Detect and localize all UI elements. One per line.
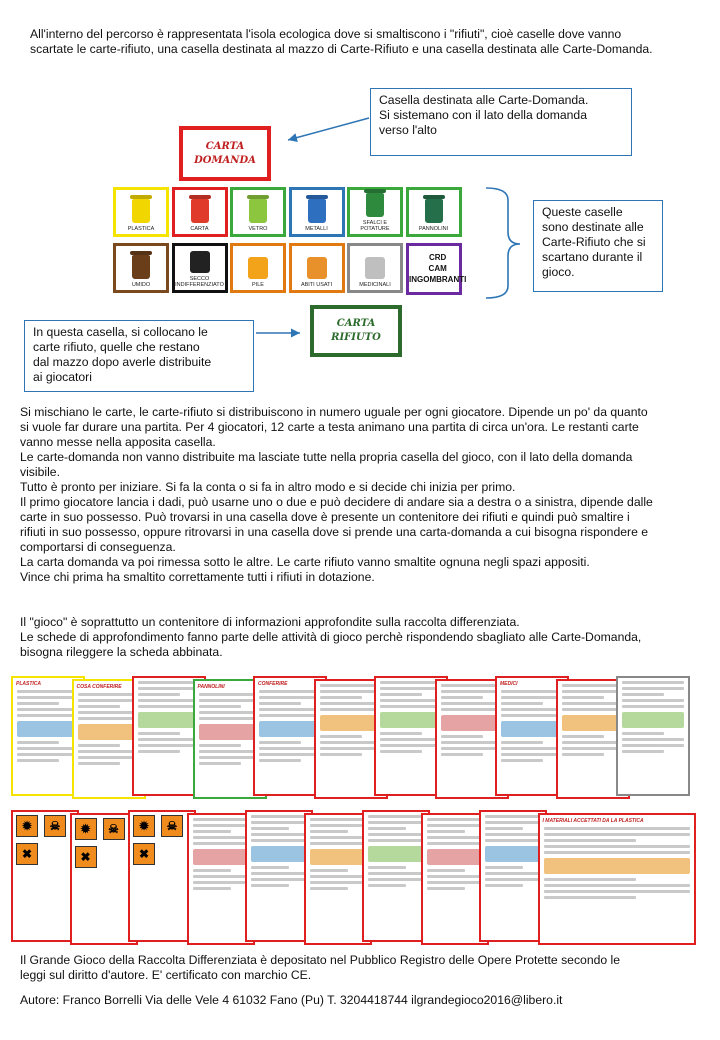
sheet-text-placeholder bbox=[368, 884, 406, 887]
sheet-text-placeholder bbox=[368, 866, 406, 869]
black-bag-icon bbox=[190, 251, 210, 273]
sheet-text-placeholder bbox=[320, 741, 382, 744]
sheet-text-placeholder bbox=[562, 696, 604, 699]
sheet-text-placeholder bbox=[259, 690, 321, 693]
sheet-picture-icon bbox=[427, 849, 483, 865]
sheet-text-placeholder bbox=[427, 887, 465, 890]
sheet-text-placeholder bbox=[368, 878, 424, 881]
sheet-text-placeholder bbox=[78, 711, 140, 714]
sheet-text-placeholder bbox=[485, 866, 523, 869]
sheet-text-placeholder bbox=[251, 833, 307, 836]
sheet-text-placeholder bbox=[193, 818, 249, 821]
copyright-line: Il Grande Gioco della Raccolta Differenziata è depositato nel Pubblico Registro delle Opere Protette secondo le bbox=[20, 953, 621, 967]
sheet-text-placeholder bbox=[78, 756, 140, 759]
text-line: Le carte-domanda non vanno distribuite ma lasciate tutte nella propria casella del gioco, con il lato della domanda bbox=[20, 450, 633, 464]
sheet-text-placeholder bbox=[259, 753, 321, 756]
sheet-title: I MATERIALI ACCETTATI DA LA PLASTICA bbox=[542, 818, 644, 824]
dark-green-bin-icon bbox=[425, 199, 443, 223]
sheet-text-placeholder bbox=[320, 753, 362, 756]
sheet-picture-icon bbox=[501, 721, 563, 737]
sheet-text-placeholder bbox=[441, 690, 503, 693]
sheet-text-placeholder bbox=[544, 839, 636, 842]
battery-icon bbox=[248, 257, 268, 279]
bin-cell bbox=[347, 187, 403, 237]
sheet-text-placeholder bbox=[544, 890, 690, 893]
yellow-bin-icon bbox=[132, 199, 150, 223]
bin-cell bbox=[406, 187, 462, 237]
intro-line: scartate le carte-rifiuto, una casella destinata al mazzo di Carte-Rifiuto e una casella destinata alle Carte-Domanda. bbox=[30, 42, 653, 56]
sheet-text-placeholder bbox=[427, 869, 465, 872]
callout-line: scartano durante il bbox=[542, 250, 643, 264]
bin-cell bbox=[113, 187, 169, 237]
sheet-text-placeholder bbox=[138, 687, 200, 690]
sheet-text-placeholder bbox=[427, 836, 483, 839]
sheet-text-placeholder bbox=[427, 830, 465, 833]
sheet-text-placeholder bbox=[251, 878, 307, 881]
text-line: La carta domanda va poi rimessa sotto le altre. Le carte rifiuto vanno smaltite ognuna negli spazi appositi. bbox=[20, 555, 590, 569]
sheet-text-placeholder bbox=[441, 702, 503, 705]
sheet-text-placeholder bbox=[427, 842, 483, 845]
sheet-text-placeholder bbox=[501, 741, 543, 744]
sheet-text-placeholder bbox=[562, 690, 624, 693]
sheet-text-placeholder bbox=[622, 738, 684, 741]
sheet-text-placeholder bbox=[320, 747, 382, 750]
sheet-text-placeholder bbox=[441, 696, 483, 699]
sheet-text-placeholder bbox=[441, 684, 503, 687]
sheet-text-placeholder bbox=[17, 708, 79, 711]
bin-cell bbox=[347, 243, 403, 293]
bin-cell bbox=[172, 243, 228, 293]
sheet-text-placeholder bbox=[320, 696, 362, 699]
sheet-text-placeholder bbox=[78, 762, 120, 765]
sheet-text-placeholder bbox=[562, 708, 624, 711]
sheet-title: PANNOLINI bbox=[197, 684, 225, 690]
sheet-text-placeholder bbox=[193, 869, 231, 872]
bin-label: UMIDO bbox=[131, 282, 151, 288]
sheet-text-placeholder bbox=[501, 759, 543, 762]
sheet-text-placeholder bbox=[622, 681, 684, 684]
sheet-text-placeholder bbox=[310, 869, 348, 872]
sheet-text-placeholder bbox=[138, 693, 180, 696]
sheet-text-placeholder bbox=[427, 881, 483, 884]
sheet-text-placeholder bbox=[380, 687, 442, 690]
sheet-picture-icon bbox=[17, 721, 79, 737]
card-label: CARTA bbox=[205, 140, 245, 152]
callout-carte-rifiuto bbox=[533, 200, 663, 292]
sheet-text-placeholder bbox=[501, 690, 563, 693]
sheet-text-placeholder bbox=[320, 735, 362, 738]
sheet-text-placeholder bbox=[199, 705, 241, 708]
sheet-text-placeholder bbox=[562, 741, 624, 744]
sheet-text-placeholder bbox=[380, 681, 442, 684]
sheet-text-placeholder bbox=[485, 839, 541, 842]
sheet-text-placeholder bbox=[622, 750, 664, 753]
sheet-text-placeholder bbox=[251, 827, 289, 830]
sheet-text-placeholder bbox=[78, 744, 120, 747]
sheet-text-placeholder bbox=[368, 821, 424, 824]
sheet-text-placeholder bbox=[259, 702, 301, 705]
sheet-text-placeholder bbox=[251, 821, 307, 824]
text-line: rifiuti in suo possesso, oppure ritrovarsi in una casella dove si prende una carta-domanda a cui bisogna rispondere e bbox=[20, 525, 649, 539]
brown-bin-icon bbox=[132, 255, 150, 279]
sheet-text-placeholder bbox=[380, 693, 422, 696]
callout-line: verso l'alto bbox=[379, 123, 437, 137]
arrow-to-carta-domanda bbox=[288, 118, 369, 140]
sheet-text-placeholder bbox=[622, 687, 684, 690]
text-line: bisogna rileggere la scheda abbinata. bbox=[20, 645, 223, 659]
hazard-symbol-icon: ☠ bbox=[44, 815, 66, 837]
sheet-picture-icon bbox=[380, 712, 442, 728]
sheet-text-placeholder bbox=[380, 705, 442, 708]
sheet-text-placeholder bbox=[320, 690, 382, 693]
sheet-text-placeholder bbox=[78, 693, 140, 696]
brace-icon bbox=[486, 188, 520, 298]
sheet-text-placeholder bbox=[199, 693, 261, 696]
crd-label: CRD CAM INGOMBRANTI bbox=[409, 252, 467, 284]
hazard-symbol-icon: ☠ bbox=[103, 818, 125, 840]
red-bin-icon bbox=[191, 199, 209, 223]
text-line: Il primo giocatore lancia i dadi, può usarne uno o due e può decidere di andare sia a destra o a sinistra, dipende dalle bbox=[20, 495, 653, 509]
clothes-bin-icon bbox=[307, 257, 327, 279]
sheet-title: CONFERIRE bbox=[258, 681, 288, 687]
card-label: CARTA bbox=[336, 318, 376, 329]
sheet-text-placeholder bbox=[17, 690, 79, 693]
text-line: Il "gioco" è soprattutto un contenitore di informazioni approfondite sulla raccolta differenziata. bbox=[20, 615, 520, 629]
carta-rifiuto-card bbox=[310, 305, 402, 357]
sheet-text-placeholder bbox=[380, 744, 442, 747]
callout-line: In questa casella, si collocano le bbox=[33, 325, 208, 339]
sheet-text-placeholder bbox=[485, 884, 523, 887]
bin-cell bbox=[172, 187, 228, 237]
sheet-text-placeholder bbox=[259, 714, 321, 717]
bin-label: MEDICINALI bbox=[359, 282, 391, 288]
sheet-text-placeholder bbox=[251, 872, 307, 875]
card-label: DOMANDA bbox=[194, 154, 256, 166]
text-line: vanno messe nella apposita casella. bbox=[20, 435, 216, 449]
copyright-paragraph bbox=[20, 953, 704, 983]
sheet-text-placeholder bbox=[441, 741, 503, 744]
sheet-text-placeholder bbox=[310, 830, 348, 833]
sheet-text-placeholder bbox=[368, 827, 406, 830]
sheet-text-placeholder bbox=[544, 878, 636, 881]
sheet-text-placeholder bbox=[17, 759, 59, 762]
sheet-picture-icon bbox=[193, 849, 249, 865]
sheet-text-placeholder bbox=[562, 747, 624, 750]
text-line: visibile. bbox=[20, 465, 60, 479]
bin-label: METALLI bbox=[305, 226, 328, 232]
info-sheet-thumbnail bbox=[538, 813, 696, 945]
sheet-title: PLASTICA bbox=[16, 681, 41, 687]
bin-label: ABITI USATI bbox=[300, 282, 333, 288]
bin-label: SFALCI E POTATURE bbox=[360, 220, 390, 232]
text-line: Si mischiano le carte, le carte-rifiuto si distribuiscono in numero uguale per ogni giocatore. Dipende un po' da quanto bbox=[20, 405, 648, 419]
sheet-text-placeholder bbox=[544, 884, 690, 887]
text-line: Le schede di approfondimento fanno parte delle attività di gioco perchè rispondendo sbagliato alle Carte-Domanda, bbox=[20, 630, 642, 644]
text-line: si vuole far durare una partita. Per 4 giocatori, 12 carte a testa animano una partita di circa un'ora. Le restanti carte bbox=[20, 420, 639, 434]
sheet-text-placeholder bbox=[199, 717, 261, 720]
green-bell-bin-icon bbox=[249, 199, 267, 223]
sheet-text-placeholder bbox=[562, 684, 624, 687]
sheet-text-placeholder bbox=[138, 738, 200, 741]
sheet-picture-icon bbox=[78, 724, 140, 740]
sheet-text-placeholder bbox=[251, 815, 307, 818]
sheet-text-placeholder bbox=[501, 753, 563, 756]
rules-paragraph bbox=[20, 405, 704, 585]
callout-line: sono destinate alle bbox=[542, 220, 644, 234]
sheet-text-placeholder bbox=[251, 839, 307, 842]
sheet-text-placeholder bbox=[193, 830, 231, 833]
sheet-text-placeholder bbox=[199, 756, 261, 759]
sheet-text-placeholder bbox=[199, 699, 261, 702]
sheet-text-placeholder bbox=[622, 705, 684, 708]
sheet-text-placeholder bbox=[199, 762, 241, 765]
sheet-text-placeholder bbox=[380, 699, 442, 702]
sheet-text-placeholder bbox=[501, 714, 563, 717]
sheet-text-placeholder bbox=[544, 851, 690, 854]
sheet-text-placeholder bbox=[441, 708, 503, 711]
sheet-text-placeholder bbox=[441, 753, 483, 756]
sheet-title: COSA CONFERIRE bbox=[76, 684, 122, 690]
sheet-text-placeholder bbox=[622, 693, 664, 696]
sheet-text-placeholder bbox=[310, 887, 348, 890]
sheet-picture-icon bbox=[259, 721, 321, 737]
sheet-text-placeholder bbox=[562, 735, 604, 738]
author-line: Autore: Franco Borrelli Via delle Vele 4 61032 Fano (Pu) T. 3204418744 ilgrandegioco2016@libero.it bbox=[20, 993, 563, 1007]
sheet-text-placeholder bbox=[17, 702, 59, 705]
hazard-symbol-icon: ✖ bbox=[75, 846, 97, 868]
sheet-picture-icon bbox=[310, 849, 366, 865]
sheet-text-placeholder bbox=[368, 833, 424, 836]
sheet-text-placeholder bbox=[78, 717, 140, 720]
sheet-text-placeholder bbox=[485, 821, 541, 824]
sheet-text-placeholder bbox=[562, 753, 604, 756]
sheet-text-placeholder bbox=[17, 696, 79, 699]
sheet-text-placeholder bbox=[259, 747, 321, 750]
sheet-text-placeholder bbox=[193, 881, 249, 884]
sheet-title: MEDICI bbox=[500, 681, 518, 687]
sheet-text-placeholder bbox=[368, 872, 424, 875]
info-sheet-thumbnail bbox=[616, 676, 690, 796]
sheet-text-placeholder bbox=[138, 744, 200, 747]
callout-line: Si sistemano con il lato della domanda bbox=[379, 108, 587, 122]
callout-line: ai giocatori bbox=[33, 370, 92, 384]
green-bin-icon bbox=[366, 193, 384, 217]
callout-line: Queste caselle bbox=[542, 205, 623, 219]
sheet-text-placeholder bbox=[193, 842, 249, 845]
sheet-text-placeholder bbox=[138, 681, 200, 684]
sheet-text-placeholder bbox=[622, 744, 684, 747]
bin-label: CARTA bbox=[190, 226, 209, 232]
sheet-text-placeholder bbox=[138, 705, 200, 708]
sheet-text-placeholder bbox=[17, 753, 79, 756]
sheet-picture-icon bbox=[320, 715, 382, 731]
text-line: comportarsi di conseguenza. bbox=[20, 540, 176, 554]
sheet-text-placeholder bbox=[259, 759, 301, 762]
sheet-text-placeholder bbox=[485, 872, 541, 875]
sheet-text-placeholder bbox=[368, 839, 424, 842]
bin-label: PLASTICA bbox=[127, 226, 155, 232]
sheet-text-placeholder bbox=[622, 699, 684, 702]
sheet-text-placeholder bbox=[544, 833, 690, 836]
sheet-picture-icon bbox=[544, 858, 690, 874]
sheet-text-placeholder bbox=[199, 750, 261, 753]
bin-crd-cam-ingombranti bbox=[406, 243, 467, 295]
sheet-text-placeholder bbox=[622, 732, 664, 735]
sheet-text-placeholder bbox=[544, 896, 636, 899]
sheet-picture-icon bbox=[485, 846, 541, 862]
sheet-text-placeholder bbox=[501, 708, 563, 711]
sheet-text-placeholder bbox=[485, 815, 541, 818]
sheet-text-placeholder bbox=[320, 684, 382, 687]
medicine-bin-icon bbox=[365, 257, 385, 279]
sheet-text-placeholder bbox=[199, 744, 241, 747]
hazard-symbol-icon: ✖ bbox=[16, 843, 38, 865]
bin-cell bbox=[113, 243, 169, 293]
sheet-text-placeholder bbox=[544, 827, 690, 830]
callout-line: dal mazzo dopo averle distribuite bbox=[33, 355, 212, 369]
sheet-text-placeholder bbox=[485, 827, 523, 830]
sheet-text-placeholder bbox=[251, 866, 289, 869]
sheet-picture-icon bbox=[562, 715, 624, 731]
sheet-text-placeholder bbox=[193, 887, 231, 890]
sheet-text-placeholder bbox=[138, 732, 180, 735]
callout-mazzo bbox=[24, 320, 254, 392]
callout-line: Carte-Rifiuto che si bbox=[542, 235, 646, 249]
card-label: RIFIUTO bbox=[331, 332, 381, 343]
sheet-text-placeholder bbox=[78, 705, 120, 708]
bin-label: PANNOLINI bbox=[418, 226, 449, 232]
sheet-text-placeholder bbox=[193, 836, 249, 839]
sheet-text-placeholder bbox=[310, 881, 366, 884]
sheet-picture-icon bbox=[622, 712, 684, 728]
callout-line: Casella destinata alle Carte-Domanda. bbox=[379, 93, 589, 107]
info-paragraph bbox=[20, 615, 704, 660]
sheet-text-placeholder bbox=[441, 747, 503, 750]
sheet-picture-icon bbox=[199, 724, 261, 740]
sheet-text-placeholder bbox=[310, 875, 366, 878]
blue-bin-icon bbox=[308, 199, 326, 223]
sheet-text-placeholder bbox=[310, 836, 366, 839]
sheet-text-placeholder bbox=[380, 738, 442, 741]
sheet-picture-icon bbox=[368, 846, 424, 862]
sheet-text-placeholder bbox=[380, 732, 422, 735]
sheet-text-placeholder bbox=[368, 815, 424, 818]
bin-label: VETRO bbox=[248, 226, 268, 232]
sheet-text-placeholder bbox=[138, 699, 200, 702]
bin-label: PILE bbox=[252, 282, 264, 288]
sheet-text-placeholder bbox=[380, 750, 422, 753]
sheet-text-placeholder bbox=[193, 875, 249, 878]
sheet-text-placeholder bbox=[427, 818, 483, 821]
intro-line: All'interno del percorso è rappresentata l'isola ecologica dove si smaltiscono i "rifiuti", cioè caselle dove vanno bbox=[30, 27, 622, 41]
sheet-picture-icon bbox=[251, 846, 307, 862]
bin-cell bbox=[230, 187, 286, 237]
sheet-text-placeholder bbox=[310, 818, 366, 821]
hazard-symbol-icon: ✹ bbox=[75, 818, 97, 840]
sheet-text-placeholder bbox=[259, 708, 321, 711]
sheet-picture-icon bbox=[138, 712, 200, 728]
hazard-symbol-icon: ☠ bbox=[161, 815, 183, 837]
sheet-picture-icon bbox=[441, 715, 503, 731]
bin-label: SECCO INDIFFERENZIATO bbox=[175, 276, 224, 288]
callout-line: carte rifiuto, quelle che restano bbox=[33, 340, 200, 354]
bin-cell bbox=[289, 243, 345, 293]
sheet-text-placeholder bbox=[78, 750, 140, 753]
sheet-text-placeholder bbox=[78, 699, 140, 702]
sheet-text-placeholder bbox=[501, 747, 563, 750]
callout-line: gioco. bbox=[542, 265, 575, 279]
sheet-text-placeholder bbox=[320, 708, 382, 711]
bin-cell bbox=[289, 187, 345, 237]
sheet-text-placeholder bbox=[17, 747, 79, 750]
copyright-line: leggi sul diritto d'autore. E' certificato con marchio CE. bbox=[20, 968, 312, 982]
sheet-text-placeholder bbox=[199, 711, 261, 714]
hazard-symbol-icon: ✹ bbox=[133, 815, 155, 837]
sheet-text-placeholder bbox=[259, 696, 321, 699]
hazard-symbol-icon: ✹ bbox=[16, 815, 38, 837]
hazard-symbol-icon: ✖ bbox=[133, 843, 155, 865]
sheet-text-placeholder bbox=[259, 741, 301, 744]
sheet-text-placeholder bbox=[485, 833, 541, 836]
text-line: Vince chi prima ha smaltito correttamente tutti i rifiuti in dotazione. bbox=[20, 570, 375, 584]
sheet-text-placeholder bbox=[544, 845, 690, 848]
sheet-text-placeholder bbox=[427, 875, 483, 878]
sheet-text-placeholder bbox=[310, 824, 366, 827]
sheet-text-placeholder bbox=[251, 884, 289, 887]
sheet-text-placeholder bbox=[485, 878, 541, 881]
bin-cell bbox=[230, 243, 286, 293]
sheet-text-placeholder bbox=[193, 824, 249, 827]
sheet-text-placeholder bbox=[562, 702, 624, 705]
carta-domanda-card bbox=[179, 126, 271, 181]
sheet-text-placeholder bbox=[320, 702, 382, 705]
sheet-text-placeholder bbox=[441, 735, 483, 738]
sheet-text-placeholder bbox=[427, 824, 483, 827]
sheet-text-placeholder bbox=[17, 741, 59, 744]
text-line: carte in suo possesso. Può trovarsi in una casella dove è presente un contenitore dei rifiuti e quindi può smaltire i bbox=[20, 510, 630, 524]
sheet-text-placeholder bbox=[501, 696, 563, 699]
text-line: Tutto è pronto per iniziare. Si fa la conta o si fa in altro modo e si decide chi inizia per primo. bbox=[20, 480, 516, 494]
sheet-text-placeholder bbox=[310, 842, 366, 845]
sheet-text-placeholder bbox=[17, 714, 79, 717]
sheet-text-placeholder bbox=[501, 702, 543, 705]
sheet-text-placeholder bbox=[138, 750, 180, 753]
